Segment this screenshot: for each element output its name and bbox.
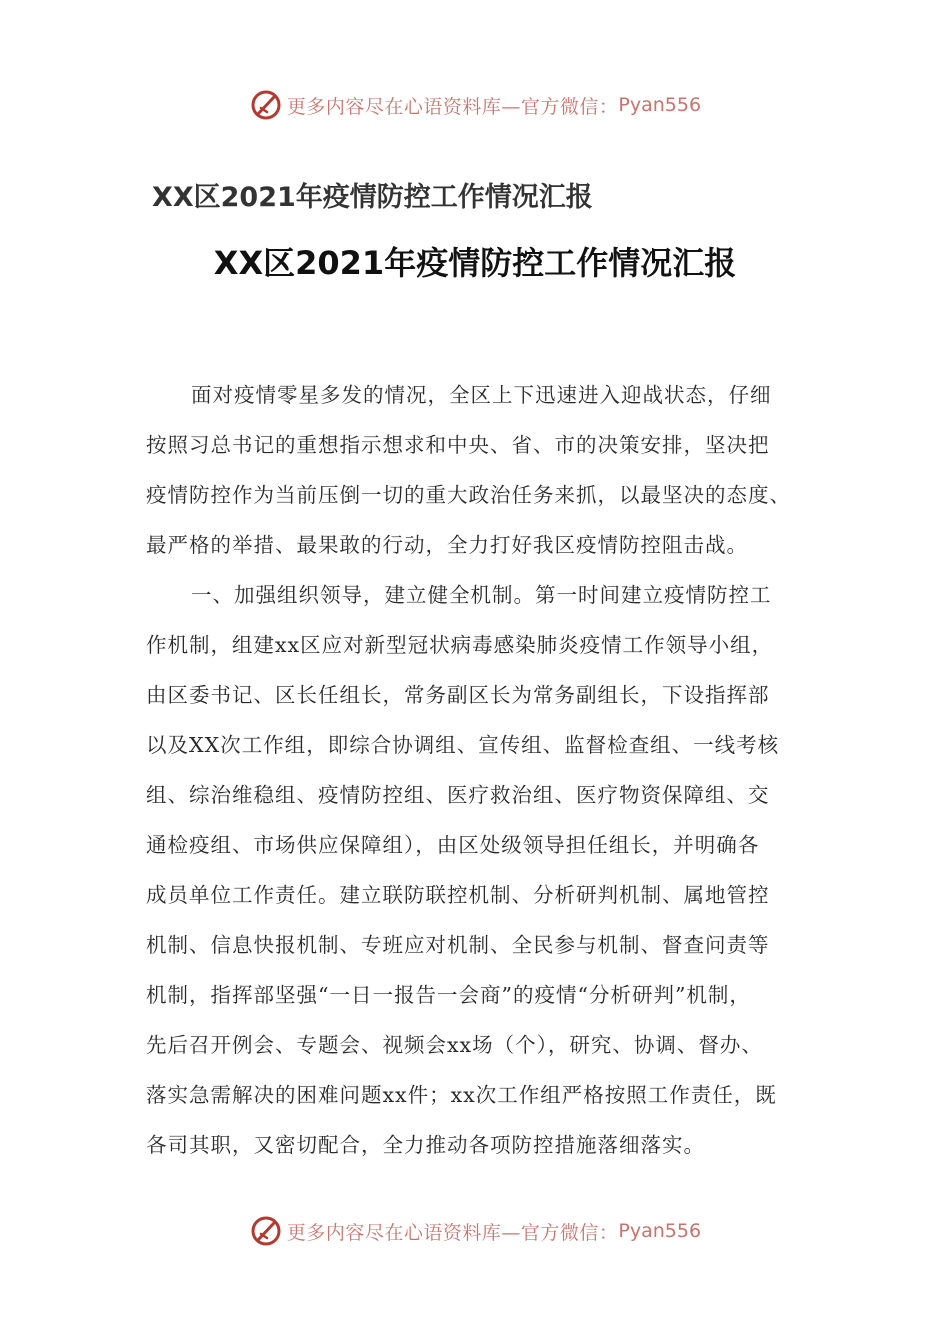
body-line: 先后召开例会、专题会、视频会xx场（个），研究、协调、督办、 xyxy=(146,1033,763,1057)
watermark-banner-bottom xyxy=(0,1211,950,1251)
body-line: 由区委书记、区长任组长，常务副区长为常务副组长，下设指挥部 xyxy=(146,683,770,707)
document-header: XX区2021年疫情防控工作情况汇报 xyxy=(152,182,593,213)
watermark-handle: Pyan556 xyxy=(618,1220,702,1242)
body-line: 按照习总书记的重想指示想求和中央、省、市的决策安排，坚决把 xyxy=(146,433,770,457)
body-line: 疫情防控作为当前压倒一切的重大政治任务来抓，以最坚决的态度、 xyxy=(146,483,791,507)
document-title: XX区2021年疫情防控工作情况汇报 xyxy=(213,244,737,282)
body-line: 通检疫组、市场供应保障组），由区处级领导担任组长，并明确各 xyxy=(146,833,760,857)
pen-logo-icon xyxy=(249,88,283,122)
pen-logo-icon xyxy=(249,1214,283,1248)
body-line: 作机制，组建xx区应对新型冠状病毒感染肺炎疫情工作领导小组， xyxy=(146,633,774,657)
body-line: 落实急需解决的困难问题xx件；xx次工作组严格按照工作责任，既 xyxy=(146,1083,777,1107)
body-line: 机制、信息快报机制、专班应对机制、全民参与机制、督查问责等 xyxy=(146,933,770,957)
document-body xyxy=(146,370,806,1170)
body-line: 成员单位工作责任。建立联防联控机制、分析研判机制、属地管控 xyxy=(146,883,770,907)
body-line: 一、加强组织领导，建立健全机制。第一时间建立疫情防控工 xyxy=(191,583,772,607)
watermark-text: 更多内容尽在心语资料库—官方微信： xyxy=(286,95,619,118)
body-line: 各司其职，又密切配合，全力推动各项防控措施落细落实。 xyxy=(146,1133,705,1157)
body-line: 以及XX次工作组，即综合协调组、宣传组、监督检查组、一线考核 xyxy=(146,733,780,757)
watermark-handle: Pyan556 xyxy=(618,94,702,116)
watermark-banner-top xyxy=(0,85,950,125)
body-line: 机制，指挥部坚强“一日一报告一会商”的疫情“分析研判”机制， xyxy=(146,983,751,1007)
body-line: 面对疫情零星多发的情况，全区上下迅速进入迎战状态，仔细 xyxy=(191,383,772,407)
body-line: 组、综治维稳组、疫情防控组、医疗救治组、医疗物资保障组、交 xyxy=(146,783,770,807)
body-line: 最严格的举措、最果敢的行动，全力打好我区疫情防控阻击战。 xyxy=(146,533,748,557)
watermark-text: 更多内容尽在心语资料库—官方微信： xyxy=(286,1221,619,1244)
